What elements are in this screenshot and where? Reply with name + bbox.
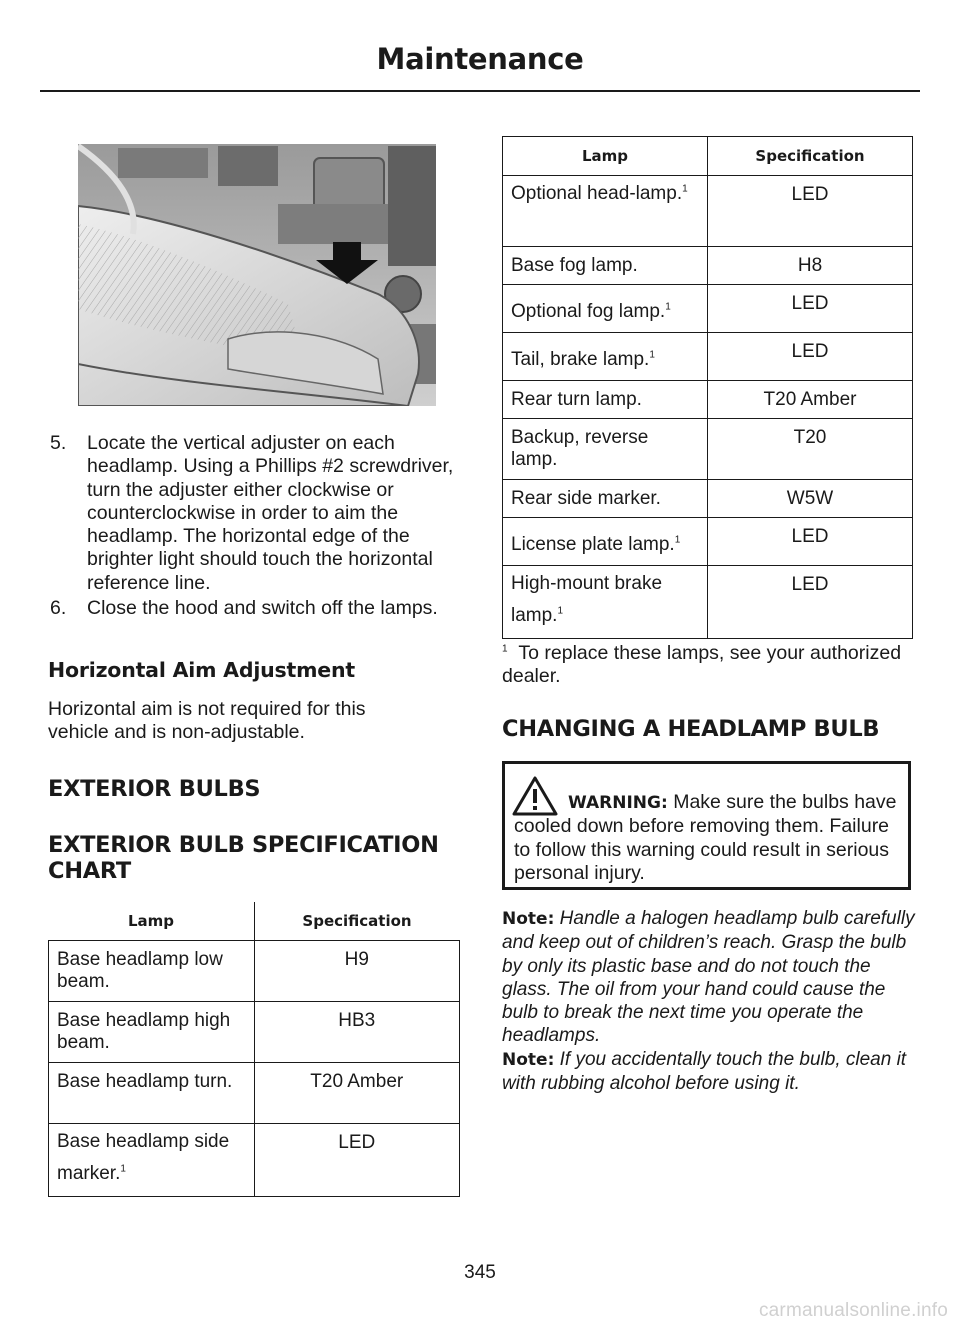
table-footnote	[502, 642, 902, 689]
table-row	[503, 176, 913, 247]
lamp-name: Base fog lamp.	[511, 255, 638, 276]
warning-body: Make sure the bulbs have cooled down before removing them. Failure to follow this warning could result in serious personal injury.	[514, 791, 897, 884]
spec-cell: LED	[708, 285, 913, 333]
exterior-bulbs-heading: EXTERIOR BULBS	[48, 776, 261, 802]
lamp-cell	[503, 176, 708, 247]
column-header-spec: Specification	[254, 902, 460, 941]
page-title: Maintenance	[376, 42, 584, 76]
note-label: Note:	[502, 909, 555, 929]
step-text: Locate the vertical adjuster on each headlamp. Using a Phillips #2 screwdriver, turn the adjuster either clockwise or counterclockwise in order to aim the headlamp. The horizontal edge of the brighter light should touch the horizontal reference line.	[87, 432, 454, 594]
lamp-cell	[503, 381, 708, 419]
table-row	[49, 1063, 460, 1124]
lamp-cell	[49, 941, 255, 1002]
table-row	[503, 518, 913, 566]
table-row	[503, 419, 913, 480]
watermark: carmanualsonline.info	[758, 1300, 948, 1321]
step-6	[50, 597, 460, 620]
table-row	[49, 1002, 460, 1063]
table-row	[503, 333, 913, 381]
spec-cell: T20 Amber	[254, 1063, 460, 1124]
lamp-name: Optional head-lamp.	[511, 183, 683, 204]
lamp-cell	[49, 1002, 255, 1063]
lamp-name: Rear turn lamp.	[511, 389, 642, 410]
table-row	[503, 566, 913, 639]
footnote-mark: 1	[665, 301, 671, 313]
spec-cell: H9	[254, 941, 460, 1002]
table-row	[503, 285, 913, 333]
horizontal-aim-text: Horizontal aim is not required for this vehicle and is non-adjustable.	[48, 698, 366, 744]
footnote-mark: 1	[557, 605, 564, 617]
table-row	[503, 381, 913, 419]
lamp-name: Base headlamp high beam.	[57, 1010, 231, 1053]
lamp-cell	[49, 1124, 255, 1197]
lamp-cell	[503, 333, 708, 381]
lamp-name: Backup, reverse lamp.	[511, 427, 649, 470]
bulb-spec-table-right	[502, 136, 913, 639]
column-header-lamp: Lamp	[49, 902, 255, 941]
warning-box	[502, 761, 911, 890]
spec-cell: W5W	[708, 480, 913, 518]
spec-cell: H8	[708, 247, 913, 285]
step-5	[50, 432, 460, 595]
footnote-mark: 1	[502, 643, 508, 655]
footnote-mark: 1	[649, 349, 655, 361]
header-divider	[40, 90, 920, 92]
lamp-cell	[49, 1063, 255, 1124]
spec-cell: LED	[708, 333, 913, 381]
lamp-name: Tail, brake lamp.	[511, 349, 650, 370]
horizontal-aim-heading: Horizontal Aim Adjustment	[48, 658, 355, 682]
note-touch-bulb	[502, 1048, 916, 1096]
bulb-spec-table-left	[48, 902, 460, 1197]
bulb-chart-heading: EXTERIOR BULB SPECIFICATION CHART	[48, 832, 439, 884]
step-number: 6.	[50, 597, 67, 619]
footnote-text: To replace these lamps, see your authorized dealer.	[502, 642, 902, 688]
lamp-cell	[503, 480, 708, 518]
column-header-spec: Specification	[708, 137, 913, 176]
spec-cell: LED	[708, 518, 913, 566]
lamp-name: Rear side marker.	[511, 488, 661, 509]
lamp-name: Base headlamp side marker.	[57, 1131, 230, 1184]
table-row	[49, 941, 460, 1002]
step-number: 5.	[50, 432, 67, 454]
changing-headlamp-heading: CHANGING A HEADLAMP BULB	[502, 716, 880, 742]
column-header-lamp: Lamp	[503, 137, 708, 176]
spec-cell: HB3	[254, 1002, 460, 1063]
table-header-row	[49, 902, 460, 941]
lamp-name: High-mount brake lamp.	[511, 573, 663, 626]
lamp-cell	[503, 518, 708, 566]
step-text: Close the hood and switch off the lamps.	[87, 597, 438, 619]
spec-cell: LED	[708, 566, 913, 639]
note-label: Note:	[502, 1050, 555, 1070]
footnote-mark: 1	[682, 183, 688, 195]
spec-cell: LED	[254, 1124, 460, 1197]
table-header-row	[503, 137, 913, 176]
table-row	[503, 247, 913, 285]
spec-cell: T20 Amber	[708, 381, 913, 419]
lamp-name: Base headlamp turn.	[57, 1071, 233, 1092]
table-row	[49, 1124, 460, 1197]
lamp-cell	[503, 419, 708, 480]
spec-cell: T20	[708, 419, 913, 480]
lamp-name: Optional fog lamp.	[511, 301, 666, 322]
note-halogen	[502, 907, 916, 1048]
lamp-cell	[503, 285, 708, 333]
lamp-cell	[503, 566, 708, 639]
lamp-cell	[503, 247, 708, 285]
note-text: Handle a halogen headlamp bulb carefully and keep out of children’s reach. Grasp the bulb by only its plastic base and do not touch the glass. The oil from your hand could cause the bulb to break the next time you operate the headlamps.	[502, 908, 915, 1047]
spec-cell: LED	[708, 176, 913, 247]
lamp-name: License plate lamp.	[511, 534, 675, 555]
lamp-name: Base headlamp low beam.	[57, 949, 223, 992]
warning-text	[514, 791, 909, 885]
footnote-mark: 1	[120, 1163, 126, 1175]
footnote-mark: 1	[674, 534, 681, 546]
headlamp-adjuster-figure	[78, 144, 436, 406]
note-text: If you accidentally touch the bulb, clean it with rubbing alcohol before using it.	[502, 1049, 907, 1095]
table-row	[503, 480, 913, 518]
warning-label: WARNING:	[568, 793, 668, 813]
page-number: 345	[464, 1262, 496, 1283]
